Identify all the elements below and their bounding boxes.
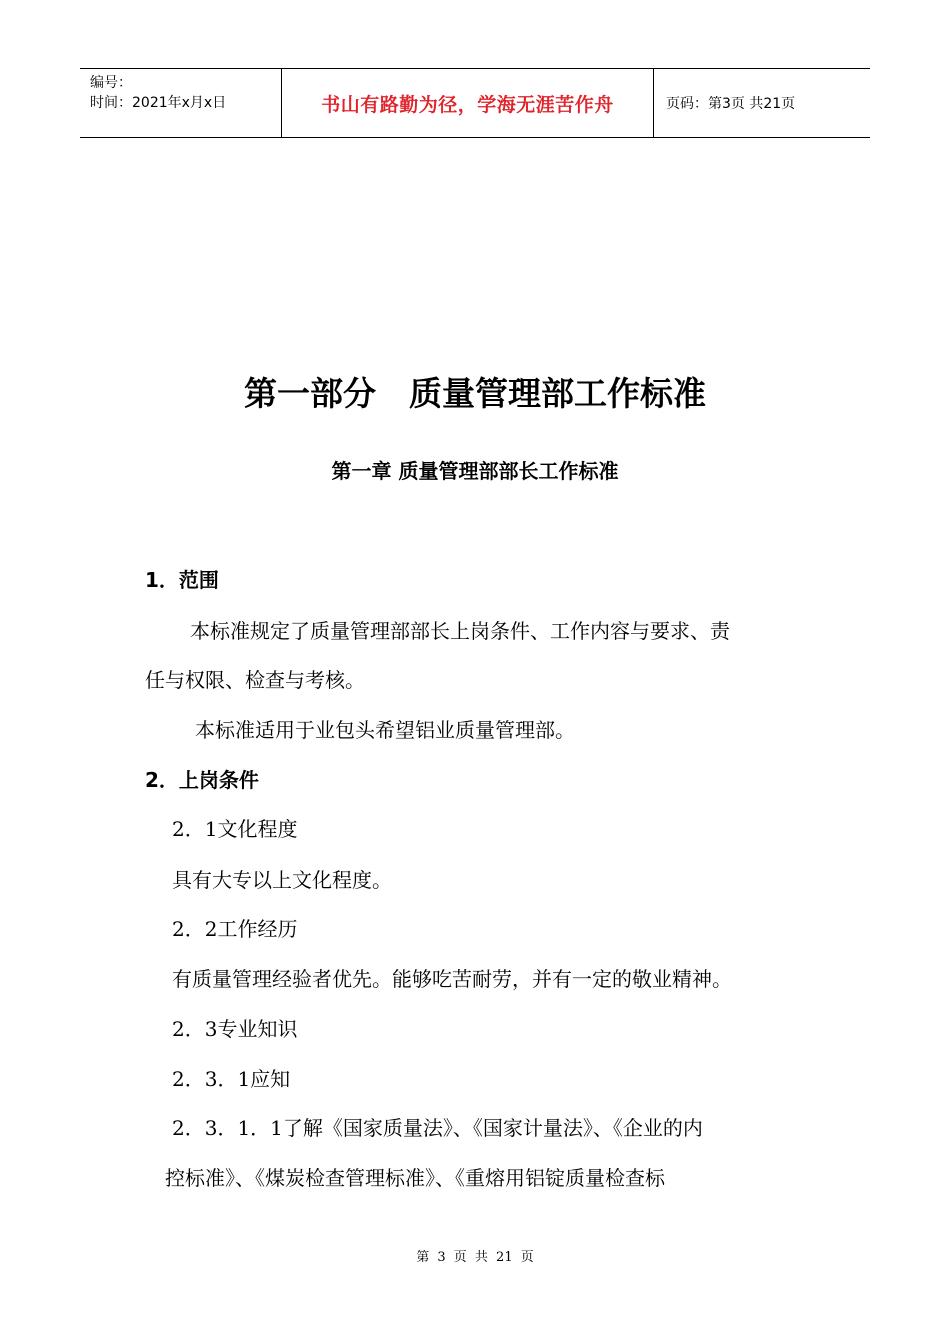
subsection-2-1-heading: 2．1文化程度	[172, 817, 298, 841]
chapter-title: 第一章 质量管理部部长工作标准	[331, 459, 619, 483]
header-meta	[80, 69, 281, 137]
page-footer: 第 3 页 共 21 页	[416, 1250, 534, 1265]
paragraph-1-line-2: 任与权限、检查与考核。	[145, 668, 365, 692]
header-page-info: 页码：第3页 共21页	[666, 96, 796, 112]
subsection-2-3-1-heading: 2．3．1应知	[172, 1067, 291, 1091]
header-motto: 书山有路勤为径，学海无涯苦作舟	[321, 93, 614, 116]
subsection-2-3-1-1-line-2: 控标准》、《煤炭检查管理标准》、《重熔用铝锭质量检查标	[165, 1166, 665, 1190]
document-number-label: 编号：	[90, 75, 132, 91]
paragraph-2: 本标准适用于业包头希望铝业质量管理部。	[195, 718, 575, 742]
subsection-2-2-heading: 2．2工作经历	[172, 917, 298, 941]
section-1-heading: 1．范围	[145, 568, 219, 592]
subsection-2-3-1-1-line-1: 2．3．1．1了解《国家质量法》、《国家计量法》、《企业的内	[172, 1116, 703, 1140]
document-time-label: 时间：2021年x月x日	[90, 95, 227, 111]
subsection-2-2-text: 有质量管理经验者优先。能够吃苦耐劳，并有一定的敬业精神。	[172, 967, 732, 991]
part-title: 第一部分 质量管理部工作标准	[244, 374, 706, 413]
page-header	[80, 68, 870, 138]
section-2-heading: 2．上岗条件	[145, 768, 259, 792]
paragraph-1-line-1: 本标准规定了质量管理部部长上岗条件、工作内容与要求、责	[190, 619, 730, 643]
subsection-2-3-heading: 2．3专业知识	[172, 1017, 298, 1041]
subsection-2-1-text: 具有大专以上文化程度。	[172, 868, 392, 892]
header-motto-cell	[281, 69, 654, 137]
